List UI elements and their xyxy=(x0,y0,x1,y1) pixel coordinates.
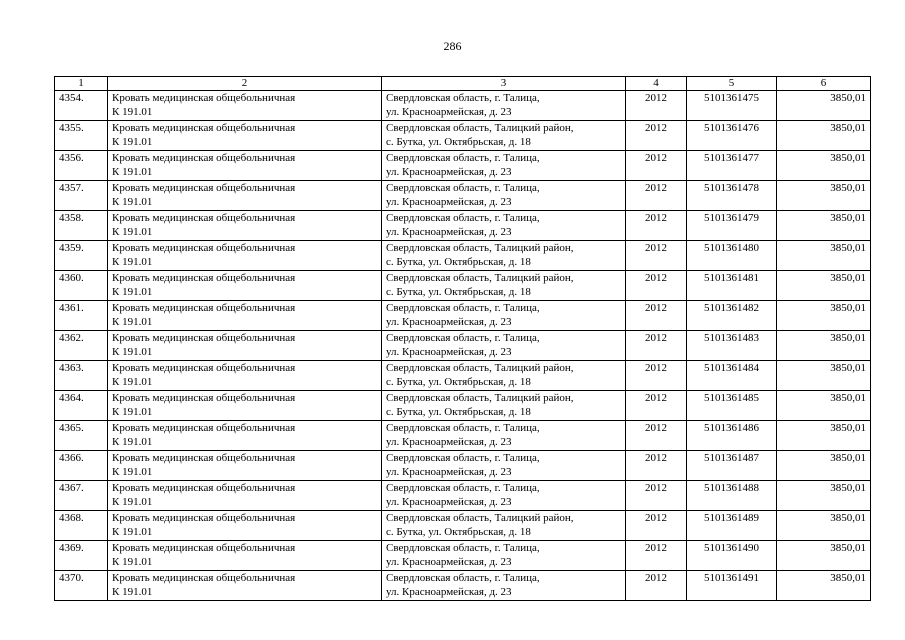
cost: 3850,01 xyxy=(830,452,866,464)
address-line-1: Свердловская область, Талицкий район, xyxy=(386,272,574,284)
row-number: 4366. xyxy=(59,452,84,464)
cost: 3850,01 xyxy=(830,422,866,434)
inventory-number: 5101361487 xyxy=(704,452,759,464)
address-line-2: ул. Красноармейская, д. 23 xyxy=(386,496,512,508)
item-name-line-2: К 191.01 xyxy=(112,136,153,148)
cost: 3850,01 xyxy=(830,242,866,254)
header-col-3: 3 xyxy=(382,77,626,91)
inventory-number: 5101361481 xyxy=(704,272,759,284)
year-cell xyxy=(626,211,687,241)
row-number: 4361. xyxy=(59,302,84,314)
item-name-line-1: Кровать медицинская общебольничная xyxy=(112,92,296,104)
item-name-line-1: Кровать медицинская общебольничная xyxy=(112,302,296,314)
year-cell xyxy=(626,571,687,601)
address-line-2: с. Бутка, ул. Октябрьская, д. 18 xyxy=(386,406,531,418)
address-line-2: ул. Красноармейская, д. 23 xyxy=(386,196,512,208)
address-cell xyxy=(382,451,626,481)
address-line-1: Свердловская область, г. Талица, xyxy=(386,482,540,494)
row-number: 4363. xyxy=(59,362,84,374)
item-name-cell xyxy=(108,151,382,181)
item-name-line-1: Кровать медицинская общебольничная xyxy=(112,392,296,404)
year-cell xyxy=(626,151,687,181)
row-number: 4358. xyxy=(59,212,84,224)
row-number-cell xyxy=(55,331,108,361)
table-row xyxy=(55,331,871,361)
address-line-1: Свердловская область, Талицкий район, xyxy=(386,512,574,524)
cost-cell xyxy=(777,571,871,601)
item-name-line-2: К 191.01 xyxy=(112,526,153,538)
inventory-number: 5101361489 xyxy=(704,512,759,524)
address-line-2: с. Бутка, ул. Октябрьская, д. 18 xyxy=(386,526,531,538)
address-cell xyxy=(382,331,626,361)
row-number-cell xyxy=(55,541,108,571)
cost: 3850,01 xyxy=(830,512,866,524)
address-cell xyxy=(382,271,626,301)
row-number: 4367. xyxy=(59,482,84,494)
item-name-cell xyxy=(108,571,382,601)
item-name-line-1: Кровать медицинская общебольничная xyxy=(112,242,296,254)
row-number: 4369. xyxy=(59,542,84,554)
header-col-4: 4 xyxy=(626,77,687,91)
item-name-cell xyxy=(108,481,382,511)
inventory-number: 5101361482 xyxy=(704,302,759,314)
address-line-2: ул. Красноармейская, д. 23 xyxy=(386,316,512,328)
year-cell xyxy=(626,181,687,211)
inventory-number-cell xyxy=(687,421,777,451)
item-name-line-2: К 191.01 xyxy=(112,556,153,568)
inventory-number-cell xyxy=(687,361,777,391)
cost-cell xyxy=(777,391,871,421)
year: 2012 xyxy=(645,242,667,254)
address-line-1: Свердловская область, г. Талица, xyxy=(386,92,540,104)
year-cell xyxy=(626,331,687,361)
address-line-2: с. Бутка, ул. Октябрьская, д. 18 xyxy=(386,376,531,388)
item-name-line-1: Кровать медицинская общебольничная xyxy=(112,212,296,224)
cost: 3850,01 xyxy=(830,152,866,164)
cost: 3850,01 xyxy=(830,212,866,224)
year-cell xyxy=(626,241,687,271)
table-header xyxy=(55,77,871,91)
inventory-number: 5101361476 xyxy=(704,122,759,134)
address-line-1: Свердловская область, Талицкий район, xyxy=(386,392,574,404)
address-cell xyxy=(382,241,626,271)
year-cell xyxy=(626,421,687,451)
cost-cell xyxy=(777,91,871,121)
address-line-2: ул. Красноармейская, д. 23 xyxy=(386,226,512,238)
item-name-line-1: Кровать медицинская общебольничная xyxy=(112,182,296,194)
item-name-line-1: Кровать медицинская общебольничная xyxy=(112,332,296,344)
item-name-cell xyxy=(108,121,382,151)
item-name-line-1: Кровать медицинская общебольничная xyxy=(112,572,296,584)
cost-cell xyxy=(777,151,871,181)
year-cell xyxy=(626,121,687,151)
table-row xyxy=(55,511,871,541)
cost: 3850,01 xyxy=(830,542,866,554)
row-number-cell xyxy=(55,481,108,511)
row-number-cell xyxy=(55,91,108,121)
item-name-line-2: К 191.01 xyxy=(112,406,153,418)
item-name-cell xyxy=(108,361,382,391)
row-number: 4360. xyxy=(59,272,84,284)
address-cell xyxy=(382,511,626,541)
cost: 3850,01 xyxy=(830,302,866,314)
inventory-number-cell xyxy=(687,301,777,331)
item-name-line-2: К 191.01 xyxy=(112,496,153,508)
address-line-2: ул. Красноармейская, д. 23 xyxy=(386,556,512,568)
cost-cell xyxy=(777,181,871,211)
address-cell xyxy=(382,541,626,571)
year: 2012 xyxy=(645,272,667,284)
item-name-line-1: Кровать медицинская общебольничная xyxy=(112,272,296,284)
cost: 3850,01 xyxy=(830,182,866,194)
header-row xyxy=(55,77,871,91)
year: 2012 xyxy=(645,152,667,164)
inventory-number-cell xyxy=(687,211,777,241)
item-name-cell xyxy=(108,391,382,421)
table-row xyxy=(55,361,871,391)
item-name-cell xyxy=(108,241,382,271)
item-name-line-2: К 191.01 xyxy=(112,586,153,598)
year: 2012 xyxy=(645,542,667,554)
item-name-line-2: К 191.01 xyxy=(112,106,153,118)
address-line-1: Свердловская область, г. Талица, xyxy=(386,182,540,194)
row-number: 4355. xyxy=(59,122,84,134)
item-name-cell xyxy=(108,91,382,121)
cost-cell xyxy=(777,241,871,271)
inventory-number-cell xyxy=(687,241,777,271)
address-cell xyxy=(382,121,626,151)
cost-cell xyxy=(777,271,871,301)
address-cell xyxy=(382,571,626,601)
item-name-line-1: Кровать медицинская общебольничная xyxy=(112,542,296,554)
table-row xyxy=(55,211,871,241)
inventory-number: 5101361485 xyxy=(704,392,759,404)
table-row xyxy=(55,391,871,421)
row-number: 4365. xyxy=(59,422,84,434)
year-cell xyxy=(626,301,687,331)
table-row xyxy=(55,271,871,301)
inventory-number-cell xyxy=(687,151,777,181)
year: 2012 xyxy=(645,92,667,104)
address-line-1: Свердловская область, Талицкий район, xyxy=(386,122,574,134)
page-number: 286 xyxy=(443,39,462,53)
address-line-2: с. Бутка, ул. Октябрьская, д. 18 xyxy=(386,286,531,298)
item-name-cell xyxy=(108,211,382,241)
item-name-line-1: Кровать медицинская общебольничная xyxy=(112,152,296,164)
cost: 3850,01 xyxy=(830,362,866,374)
inventory-number-cell xyxy=(687,511,777,541)
inventory-number: 5101361490 xyxy=(704,542,759,554)
row-number-cell xyxy=(55,451,108,481)
cost: 3850,01 xyxy=(830,482,866,494)
year: 2012 xyxy=(645,182,667,194)
table-row xyxy=(55,421,871,451)
cost: 3850,01 xyxy=(830,122,866,134)
year: 2012 xyxy=(645,302,667,314)
address-line-1: Свердловская область, г. Талица, xyxy=(386,212,540,224)
inventory-number-cell xyxy=(687,91,777,121)
cost-cell xyxy=(777,421,871,451)
header-col-2: 2 xyxy=(108,77,382,91)
row-number: 4370. xyxy=(59,572,84,584)
inventory-number-cell xyxy=(687,481,777,511)
table-row xyxy=(55,241,871,271)
address-line-1: Свердловская область, г. Талица, xyxy=(386,332,540,344)
inventory-number-cell xyxy=(687,571,777,601)
table-row xyxy=(55,481,871,511)
item-name-line-1: Кровать медицинская общебольничная xyxy=(112,422,296,434)
address-cell xyxy=(382,361,626,391)
item-name-line-2: К 191.01 xyxy=(112,376,153,388)
cost-cell xyxy=(777,331,871,361)
row-number-cell xyxy=(55,151,108,181)
year: 2012 xyxy=(645,452,667,464)
table-row xyxy=(55,181,871,211)
inventory-number: 5101361477 xyxy=(704,152,759,164)
address-line-1: Свердловская область, г. Талица, xyxy=(386,152,540,164)
row-number: 4359. xyxy=(59,242,84,254)
inventory-number: 5101361488 xyxy=(704,482,759,494)
year: 2012 xyxy=(645,572,667,584)
year: 2012 xyxy=(645,422,667,434)
year: 2012 xyxy=(645,482,667,494)
address-line-1: Свердловская область, г. Талица, xyxy=(386,572,540,584)
year-cell xyxy=(626,451,687,481)
item-name-cell xyxy=(108,331,382,361)
cost-cell xyxy=(777,301,871,331)
year: 2012 xyxy=(645,212,667,224)
item-name-cell xyxy=(108,301,382,331)
item-name-line-2: К 191.01 xyxy=(112,316,153,328)
item-name-cell xyxy=(108,181,382,211)
inventory-number: 5101361484 xyxy=(704,362,759,374)
item-name-cell xyxy=(108,421,382,451)
cost-cell xyxy=(777,451,871,481)
row-number: 4356. xyxy=(59,152,84,164)
cost: 3850,01 xyxy=(830,332,866,344)
cost-cell xyxy=(777,121,871,151)
address-cell xyxy=(382,481,626,511)
row-number: 4357. xyxy=(59,182,84,194)
cost: 3850,01 xyxy=(830,572,866,584)
cost: 3850,01 xyxy=(830,272,866,284)
item-name-line-1: Кровать медицинская общебольничная xyxy=(112,122,296,134)
row-number-cell xyxy=(55,121,108,151)
inventory-number-cell xyxy=(687,271,777,301)
header-col-5: 5 xyxy=(687,77,777,91)
table-row xyxy=(55,91,871,121)
address-line-2: с. Бутка, ул. Октябрьская, д. 18 xyxy=(386,136,531,148)
year-cell xyxy=(626,91,687,121)
inventory-number-cell xyxy=(687,121,777,151)
header-col-6: 6 xyxy=(777,77,871,91)
row-number-cell xyxy=(55,421,108,451)
inventory-number-cell xyxy=(687,331,777,361)
cost: 3850,01 xyxy=(830,392,866,404)
row-number-cell xyxy=(55,571,108,601)
row-number-cell xyxy=(55,511,108,541)
row-number: 4364. xyxy=(59,392,84,404)
inventory-number-cell xyxy=(687,541,777,571)
registry-table xyxy=(54,76,871,601)
inventory-number-cell xyxy=(687,391,777,421)
year: 2012 xyxy=(645,362,667,374)
inventory-number-cell xyxy=(687,451,777,481)
address-line-2: ул. Красноармейская, д. 23 xyxy=(386,586,512,598)
cost: 3850,01 xyxy=(830,92,866,104)
inventory-number: 5101361475 xyxy=(704,92,759,104)
item-name-cell xyxy=(108,541,382,571)
row-number-cell xyxy=(55,301,108,331)
row-number-cell xyxy=(55,271,108,301)
inventory-number: 5101361479 xyxy=(704,212,759,224)
address-cell xyxy=(382,301,626,331)
address-cell xyxy=(382,211,626,241)
item-name-line-1: Кровать медицинская общебольничная xyxy=(112,482,296,494)
item-name-line-1: Кровать медицинская общебольничная xyxy=(112,512,296,524)
address-line-1: Свердловская область, Талицкий район, xyxy=(386,362,574,374)
table-row xyxy=(55,301,871,331)
item-name-line-2: К 191.01 xyxy=(112,286,153,298)
inventory-number-cell xyxy=(687,181,777,211)
inventory-number: 5101361486 xyxy=(704,422,759,434)
year-cell xyxy=(626,511,687,541)
address-cell xyxy=(382,391,626,421)
item-name-cell xyxy=(108,511,382,541)
address-cell xyxy=(382,421,626,451)
year-cell xyxy=(626,481,687,511)
cost-cell xyxy=(777,511,871,541)
table-row xyxy=(55,451,871,481)
year-cell xyxy=(626,271,687,301)
row-number-cell xyxy=(55,361,108,391)
address-cell xyxy=(382,91,626,121)
header-col-1: 1 xyxy=(55,77,108,91)
year-cell xyxy=(626,361,687,391)
address-line-2: ул. Красноармейская, д. 23 xyxy=(386,436,512,448)
table-body xyxy=(55,91,871,601)
inventory-number: 5101361491 xyxy=(704,572,759,584)
address-line-2: ул. Красноармейская, д. 23 xyxy=(386,166,512,178)
cost-cell xyxy=(777,211,871,241)
item-name-line-2: К 191.01 xyxy=(112,166,153,178)
address-cell xyxy=(382,181,626,211)
address-line-2: с. Бутка, ул. Октябрьская, д. 18 xyxy=(386,256,531,268)
inventory-number: 5101361480 xyxy=(704,242,759,254)
address-line-2: ул. Красноармейская, д. 23 xyxy=(386,466,512,478)
address-line-1: Свердловская область, г. Талица, xyxy=(386,422,540,434)
year: 2012 xyxy=(645,512,667,524)
table-row xyxy=(55,571,871,601)
inventory-number: 5101361478 xyxy=(704,182,759,194)
item-name-line-1: Кровать медицинская общебольничная xyxy=(112,452,296,464)
row-number: 4368. xyxy=(59,512,84,524)
row-number-cell xyxy=(55,181,108,211)
inventory-number: 5101361483 xyxy=(704,332,759,344)
item-name-line-2: К 191.01 xyxy=(112,226,153,238)
cost-cell xyxy=(777,481,871,511)
address-cell xyxy=(382,151,626,181)
year: 2012 xyxy=(645,392,667,404)
table-row xyxy=(55,121,871,151)
item-name-cell xyxy=(108,271,382,301)
row-number: 4354. xyxy=(59,92,84,104)
address-line-1: Свердловская область, г. Талица, xyxy=(386,452,540,464)
cost-cell xyxy=(777,541,871,571)
row-number-cell xyxy=(55,241,108,271)
cost-cell xyxy=(777,361,871,391)
table-row xyxy=(55,151,871,181)
table-row xyxy=(55,541,871,571)
item-name-line-1: Кровать медицинская общебольничная xyxy=(112,362,296,374)
item-name-line-2: К 191.01 xyxy=(112,436,153,448)
address-line-2: ул. Красноармейская, д. 23 xyxy=(386,106,512,118)
address-line-1: Свердловская область, г. Талица, xyxy=(386,302,540,314)
year-cell xyxy=(626,391,687,421)
item-name-line-2: К 191.01 xyxy=(112,196,153,208)
address-line-2: ул. Красноармейская, д. 23 xyxy=(386,346,512,358)
item-name-line-2: К 191.01 xyxy=(112,346,153,358)
item-name-cell xyxy=(108,451,382,481)
year-cell xyxy=(626,541,687,571)
row-number-cell xyxy=(55,391,108,421)
address-line-1: Свердловская область, г. Талица, xyxy=(386,542,540,554)
item-name-line-2: К 191.01 xyxy=(112,256,153,268)
item-name-line-2: К 191.01 xyxy=(112,466,153,478)
year: 2012 xyxy=(645,122,667,134)
row-number-cell xyxy=(55,211,108,241)
row-number: 4362. xyxy=(59,332,84,344)
address-line-1: Свердловская область, Талицкий район, xyxy=(386,242,574,254)
year: 2012 xyxy=(645,332,667,344)
